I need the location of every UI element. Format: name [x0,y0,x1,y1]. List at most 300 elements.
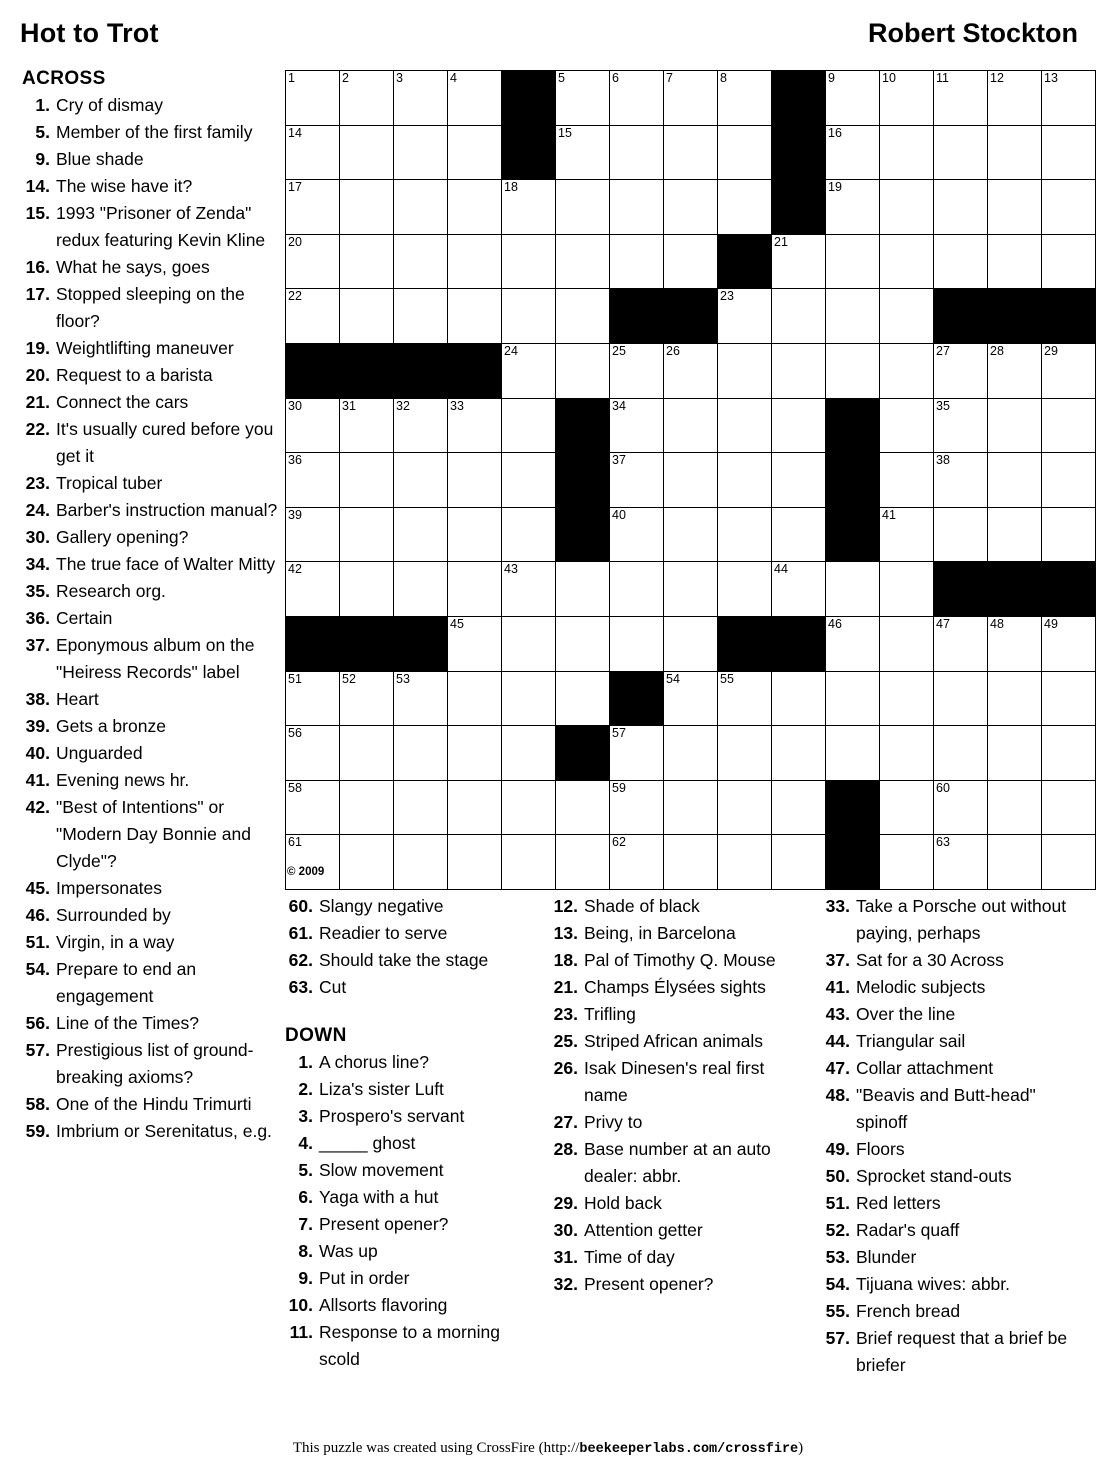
clue-item[interactable] [20,740,278,767]
clue-item[interactable] [820,1325,1078,1379]
clue-item[interactable] [20,686,278,713]
grid-cell[interactable] [340,453,394,508]
grid-cell[interactable] [340,289,394,344]
grid-cell[interactable] [880,780,934,835]
clue-item[interactable] [820,947,1078,974]
grid-cell[interactable] [502,453,556,508]
grid-cell[interactable] [826,343,880,398]
clue-item[interactable] [20,92,278,119]
grid-cell[interactable] [394,562,448,617]
grid-cell[interactable] [880,343,934,398]
grid-cell[interactable] [1042,780,1096,835]
grid-cell[interactable] [826,234,880,289]
clue-item[interactable] [548,1190,810,1217]
clue-item[interactable] [548,947,810,974]
grid-cell[interactable] [718,453,772,508]
grid-cell[interactable] [664,453,718,508]
grid-cell[interactable] [880,234,934,289]
grid-cell[interactable] [610,234,664,289]
grid-cell[interactable] [934,780,988,835]
footer-text-before: This puzzle was created using CrossFire (http:// [292,1440,580,1456]
clue-item[interactable] [283,1319,533,1373]
grid-cell[interactable] [448,289,502,344]
grid-cell[interactable] [340,71,394,126]
grid-cell[interactable] [394,289,448,344]
grid-cell[interactable] [286,125,340,180]
clue-item[interactable] [283,1157,533,1184]
clue-text: Take a Porsche out without paying, perhaps [856,896,1067,943]
clue-item[interactable] [820,1298,1078,1325]
grid-cell-number: 53 [396,671,410,686]
clue-text: Unguarded [56,743,143,763]
grid-cell[interactable] [448,453,502,508]
grid-cell[interactable] [880,125,934,180]
clue-item[interactable] [820,1055,1078,1082]
grid-cell[interactable] [988,234,1042,289]
clue-item[interactable] [820,1082,1078,1136]
grid-cell[interactable] [610,453,664,508]
grid-cell[interactable] [502,780,556,835]
grid-cell[interactable] [826,562,880,617]
grid-cell[interactable] [502,562,556,617]
grid-block [610,671,664,726]
grid-cell[interactable] [988,507,1042,562]
footer-credit [0,1440,1096,1457]
grid-cell[interactable] [610,562,664,617]
grid-cell[interactable] [826,616,880,671]
grid-cell[interactable] [1042,234,1096,289]
grid-cell[interactable] [556,234,610,289]
grid-cell[interactable] [556,71,610,126]
clue-item[interactable] [548,1028,810,1055]
grid-cell[interactable] [880,835,934,890]
clue-number: 14. [25,176,50,196]
grid-cell[interactable] [1042,398,1096,453]
grid-cell[interactable] [394,234,448,289]
grid-cell[interactable] [394,125,448,180]
grid-cell[interactable] [502,726,556,781]
grid-row [286,289,1096,344]
grid-cell-number: 54 [666,671,680,686]
grid-cell[interactable] [772,289,826,344]
grid-cell[interactable] [502,180,556,235]
grid-cell[interactable] [988,125,1042,180]
grid-cell[interactable] [664,398,718,453]
grid-cell[interactable] [502,671,556,726]
grid-cell[interactable] [718,125,772,180]
clue-item[interactable] [283,920,533,947]
grid-cell[interactable] [934,835,988,890]
clue-item[interactable] [283,1076,533,1103]
down-heading: DOWN [285,1025,347,1046]
grid-cell[interactable] [880,616,934,671]
grid-cell[interactable] [934,234,988,289]
clue-item[interactable] [820,1244,1078,1271]
clue-item[interactable] [283,1103,533,1130]
grid-cell[interactable] [502,234,556,289]
clue-item[interactable] [548,1109,810,1136]
clue-item[interactable] [20,146,278,173]
clue-item[interactable] [283,1211,533,1238]
grid-cell[interactable] [610,780,664,835]
grid-cell[interactable] [988,671,1042,726]
grid-cell[interactable] [286,780,340,835]
grid-cell[interactable] [664,234,718,289]
grid-block [340,343,394,398]
grid-cell-number: 35 [936,398,950,413]
clue-number: 34. [25,554,50,574]
clue-item[interactable] [548,1055,810,1109]
grid-cell[interactable] [934,453,988,508]
grid-cell[interactable] [718,507,772,562]
clue-text: Base number at an auto dealer: abbr. [584,1139,771,1186]
grid-cell[interactable] [394,835,448,890]
grid-cell[interactable] [988,616,1042,671]
grid-cell[interactable] [610,835,664,890]
clue-item[interactable] [20,254,278,281]
grid-cell[interactable] [826,726,880,781]
clue-text: Over the line [856,1004,956,1024]
grid-cell[interactable] [394,180,448,235]
clue-item[interactable] [548,1271,810,1298]
grid-cell[interactable] [772,835,826,890]
grid-cell[interactable] [718,562,772,617]
grid-cell[interactable] [988,398,1042,453]
grid-cell[interactable] [610,71,664,126]
clue-text: Barber's instruction manual? [56,500,278,520]
clue-item[interactable] [20,632,278,686]
grid-cell[interactable] [1042,180,1096,235]
grid-cell[interactable] [826,289,880,344]
grid-cell[interactable] [502,398,556,453]
grid-cell[interactable] [610,616,664,671]
grid-cell[interactable] [664,726,718,781]
grid-block [664,289,718,344]
clue-item[interactable] [20,416,278,470]
grid-cell[interactable] [340,671,394,726]
clue-number: 30. [553,1220,578,1240]
clue-item[interactable] [20,173,278,200]
grid-cell[interactable] [664,507,718,562]
clue-item[interactable] [548,1244,810,1271]
grid-cell[interactable] [880,453,934,508]
clue-item[interactable] [548,974,810,1001]
clue-item[interactable] [20,389,278,416]
grid-cell[interactable] [286,398,340,453]
grid-cell[interactable] [880,180,934,235]
clue-item[interactable] [20,497,278,524]
grid-cell[interactable] [556,180,610,235]
grid-cell[interactable] [988,453,1042,508]
grid-cell[interactable] [718,71,772,126]
grid-cell[interactable] [286,671,340,726]
grid-cell[interactable] [772,780,826,835]
clue-text: Floors [856,1139,905,1159]
grid-cell[interactable] [340,125,394,180]
grid-cell[interactable] [556,289,610,344]
clue-item[interactable] [820,1271,1078,1298]
grid-cell[interactable] [880,289,934,344]
grid-cell[interactable] [448,671,502,726]
clue-item[interactable] [20,605,278,632]
clue-item[interactable] [283,1238,533,1265]
grid-cell[interactable] [556,562,610,617]
grid-cell[interactable] [772,671,826,726]
clue-text: Virgin, in a way [56,932,175,952]
grid-cell-number: 51 [288,671,302,686]
grid-cell[interactable] [664,780,718,835]
grid-cell[interactable] [394,398,448,453]
grid-cell[interactable] [1042,616,1096,671]
grid-cell[interactable] [988,71,1042,126]
grid-cell[interactable] [826,71,880,126]
grid-cell[interactable] [286,507,340,562]
grid-cell[interactable] [934,71,988,126]
grid-cell[interactable] [772,726,826,781]
clue-item[interactable] [283,893,533,920]
grid-block [826,835,880,890]
grid-cell[interactable] [448,616,502,671]
grid-cell[interactable] [502,507,556,562]
grid-cell[interactable] [934,671,988,726]
grid-cell[interactable] [286,71,340,126]
grid-cell[interactable] [286,180,340,235]
grid-cell[interactable] [718,180,772,235]
grid-cell[interactable] [610,343,664,398]
grid-cell[interactable] [286,726,340,781]
grid-cell[interactable] [502,289,556,344]
clue-item[interactable] [820,974,1078,1001]
clue-item[interactable] [548,1136,810,1190]
clue-item[interactable] [820,1163,1078,1190]
grid-cell[interactable] [502,616,556,671]
grid-cell[interactable] [502,343,556,398]
grid-cell[interactable] [718,398,772,453]
grid-cell-number: 19 [828,180,842,195]
grid-cell[interactable] [502,835,556,890]
clue-text: Line of the Times? [56,1013,199,1033]
grid-cell[interactable] [448,835,502,890]
grid-cell[interactable] [340,180,394,235]
grid-cell[interactable] [772,562,826,617]
grid-cell[interactable] [394,71,448,126]
clue-text: Trifling [584,1004,636,1024]
clue-text: Research org. [56,581,166,601]
clue-item[interactable] [20,281,278,335]
clue-number: 49. [825,1139,850,1159]
grid-cell-number: 45 [450,616,464,631]
grid-cell-number: 55 [720,671,734,686]
grid-cell[interactable] [1042,343,1096,398]
grid-cell[interactable] [718,835,772,890]
clue-item[interactable] [20,794,278,875]
grid-cell[interactable] [340,835,394,890]
grid-cell[interactable] [772,398,826,453]
clue-number: 32. [553,1274,578,1294]
grid-cell[interactable] [772,507,826,562]
clue-item[interactable] [20,470,278,497]
grid-cell-number: 16 [828,125,842,140]
grid-cell[interactable] [880,507,934,562]
clue-item[interactable] [820,1028,1078,1055]
grid-cell[interactable] [1042,71,1096,126]
clue-item[interactable] [820,1190,1078,1217]
grid-cell[interactable] [934,125,988,180]
grid-row [286,780,1096,835]
grid-cell[interactable] [610,180,664,235]
clue-item[interactable] [283,974,533,1001]
grid-cell[interactable] [556,125,610,180]
grid-cell[interactable] [772,453,826,508]
grid-cell[interactable] [610,726,664,781]
clue-item[interactable] [283,1130,533,1157]
grid-cell[interactable] [988,343,1042,398]
grid-cell[interactable] [664,835,718,890]
clue-item[interactable] [20,578,278,605]
clue-text: Gallery opening? [56,527,189,547]
clue-item[interactable] [20,335,278,362]
grid-cell[interactable] [1042,453,1096,508]
grid-cell[interactable] [610,125,664,180]
grid-cell[interactable] [448,507,502,562]
grid-cell-number: 40 [612,507,626,522]
clue-item[interactable] [20,524,278,551]
grid-cell[interactable] [934,616,988,671]
grid-cell[interactable] [772,343,826,398]
grid-cell[interactable] [880,671,934,726]
grid-cell[interactable] [664,125,718,180]
clue-number: 21. [553,977,578,997]
grid-cell[interactable] [664,71,718,126]
grid-cell[interactable] [880,726,934,781]
clue-item[interactable] [820,893,1078,947]
clue-item[interactable] [548,893,810,920]
grid-cell[interactable] [340,398,394,453]
grid-cell[interactable] [1042,671,1096,726]
grid-cell[interactable] [394,453,448,508]
clue-item[interactable] [20,713,278,740]
grid-cell[interactable] [556,671,610,726]
grid-cell[interactable] [448,562,502,617]
crossword-grid[interactable] [285,70,1096,890]
grid-cell[interactable] [718,780,772,835]
grid-cell[interactable] [988,726,1042,781]
grid-cell[interactable] [556,780,610,835]
clue-text: Certain [56,608,113,628]
grid-cell[interactable] [988,180,1042,235]
grid-cell[interactable] [880,71,934,126]
grid-cell[interactable] [340,726,394,781]
clue-item[interactable] [20,362,278,389]
grid-cell[interactable] [340,780,394,835]
grid-cell[interactable] [286,562,340,617]
clue-item[interactable] [283,1049,533,1076]
clue-item[interactable] [20,119,278,146]
grid-cell[interactable] [934,507,988,562]
grid-cell[interactable] [556,343,610,398]
clue-item[interactable] [20,767,278,794]
grid-cell[interactable] [718,343,772,398]
grid-cell[interactable] [718,726,772,781]
clue-item[interactable] [20,551,278,578]
grid-cell[interactable] [448,398,502,453]
grid-cell[interactable] [340,234,394,289]
grid-cell[interactable] [880,562,934,617]
grid-cell[interactable] [718,671,772,726]
grid-cell[interactable] [664,562,718,617]
grid-cell[interactable] [448,726,502,781]
clue-item[interactable] [820,1001,1078,1028]
grid-cell-number: 63 [936,835,950,850]
grid-cell[interactable] [826,671,880,726]
grid-cell[interactable] [664,343,718,398]
clue-item[interactable] [548,1217,810,1244]
grid-cell[interactable] [394,780,448,835]
clue-item[interactable] [283,1184,533,1211]
clue-item[interactable] [548,920,810,947]
grid-cell[interactable] [610,507,664,562]
clue-item[interactable] [820,1217,1078,1244]
grid-cell[interactable] [394,726,448,781]
clue-item[interactable] [20,200,278,254]
grid-cell[interactable] [286,835,340,890]
grid-cell[interactable] [556,616,610,671]
grid-cell[interactable] [1042,835,1096,890]
grid-cell[interactable] [286,234,340,289]
grid-cell[interactable] [772,234,826,289]
clue-item[interactable] [283,1265,533,1292]
grid-cell[interactable] [448,780,502,835]
grid-cell[interactable] [610,398,664,453]
clue-number: 42. [25,797,50,817]
grid-cell[interactable] [664,616,718,671]
grid-cell[interactable] [664,180,718,235]
grid-cell[interactable] [286,289,340,344]
grid-cell[interactable] [934,343,988,398]
grid-cell[interactable] [448,125,502,180]
grid-cell[interactable] [718,289,772,344]
grid-row [286,616,1096,671]
grid-cell[interactable] [448,71,502,126]
grid-cell[interactable] [448,180,502,235]
grid-cell[interactable] [340,507,394,562]
clue-item[interactable] [283,1292,533,1319]
clue-column-2 [548,893,810,1298]
grid-cell[interactable] [448,234,502,289]
grid-cell[interactable] [394,507,448,562]
grid-cell[interactable] [826,180,880,235]
grid-cell[interactable] [1042,507,1096,562]
grid-cell[interactable] [880,398,934,453]
grid-cell[interactable] [664,671,718,726]
grid-cell[interactable] [826,125,880,180]
grid-cell[interactable] [934,180,988,235]
grid-cell[interactable] [988,780,1042,835]
clue-item[interactable] [283,947,533,974]
grid-cell[interactable] [286,453,340,508]
grid-cell[interactable] [934,398,988,453]
grid-cell[interactable] [1042,125,1096,180]
clue-item[interactable] [548,1001,810,1028]
grid-cell[interactable] [934,726,988,781]
grid-cell[interactable] [1042,726,1096,781]
clue-item[interactable] [820,1136,1078,1163]
grid-cell[interactable] [988,835,1042,890]
grid-cell[interactable] [556,835,610,890]
grid-cell[interactable] [340,562,394,617]
clue-number: 18. [553,950,578,970]
grid-cell[interactable] [394,671,448,726]
